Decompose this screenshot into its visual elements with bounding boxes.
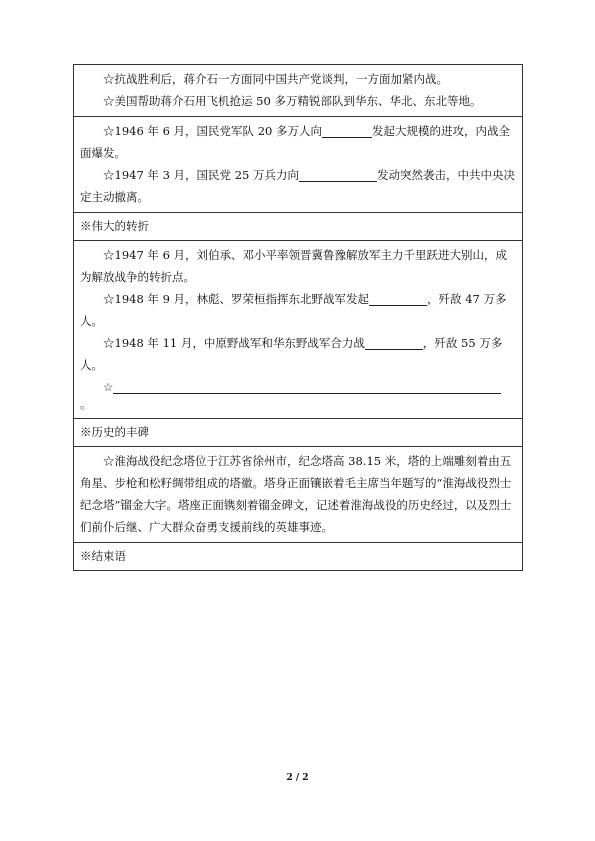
text-1948-sep-b: ，歼敌 47 万多人。: [80, 292, 507, 328]
text-dabie-mountains: ☆1947 年 6 月，刘伯承、邓小平率领晋冀鲁豫解放军主力千里跃进大别山，成为解放战争的转折点。: [80, 248, 508, 284]
section-heading-conclusion: ※结束语: [80, 549, 126, 563]
text-1946-a: ☆1946 年 6 月，国民党军队 20 多万人向: [103, 124, 322, 138]
text-us-airlift: ☆美国帮助蒋介石用飞机抢运 50 多万精锐部队到华东、华北、东北等地。: [103, 94, 482, 108]
row-postwar: [74, 65, 522, 116]
row-monument: [74, 446, 522, 542]
text-1948-nov-a: ☆1948 年 11 月，中原野战军和华东野战军合力战: [103, 336, 365, 350]
text-1947-a: ☆1947 年 3 月，国民党 25 万兵力向: [103, 168, 299, 182]
text-period: 。: [80, 397, 92, 411]
page-number: 2 / 2: [286, 773, 309, 783]
section-heading-monument: ※历史的丰碑: [80, 425, 149, 439]
text-1947-b: 发动突然袭击，中共中央决定主动撤离。: [80, 168, 515, 204]
text-1946-b: 发起大规模的进攻，内战全面爆发。: [80, 124, 510, 160]
row-campaigns: [74, 240, 522, 418]
text-open-blank: [80, 376, 516, 398]
fill-blank-long[interactable]: [113, 379, 501, 394]
text-1948-sep: [80, 288, 516, 332]
text-star: ☆: [103, 380, 114, 394]
text-1946-offensive: [80, 120, 516, 164]
fill-blank-1946[interactable]: [322, 123, 372, 138]
row-heading-monument: [74, 418, 522, 446]
fill-blank-1947[interactable]: [299, 167, 377, 182]
worksheet-table: [73, 64, 523, 571]
text-1948-nov-b: ，歼敌 55 万多人。: [80, 336, 503, 372]
text-postwar-negotiation: ☆抗战胜利后，蒋介石一方面同中国共产党谈判，一方面加紧内战。: [103, 72, 448, 86]
text-1948-nov: [80, 332, 516, 376]
row-heading-conclusion: [74, 542, 522, 570]
fill-blank-1948-sep[interactable]: [369, 291, 427, 306]
text-huaihai-monument: ☆淮海战役纪念塔位于江苏省徐州市，纪念塔高 38.15 米，塔的上端雕刻着由五角星、步枪和松籽绸带组成的塔徽。塔身正面镶嵌着毛主席当年题写的“淮海战役烈士纪念塔”镏金大字。塔座正面镌刻着镏金碑文，记述着淮海战役的历史经过，以及烈士们前仆后继、广大群众奋勇支援前线的英雄事迹。: [80, 454, 512, 534]
section-heading-turning-point: ※伟大的转折: [80, 219, 149, 233]
text-1947-attack: [80, 164, 516, 208]
fill-blank-1948-nov[interactable]: [365, 335, 423, 350]
text-1948-sep-a: ☆1948 年 9 月，林彪、罗荣桓指挥东北野战军发起: [103, 292, 370, 306]
row-civil-war-outbreak: [74, 116, 522, 212]
row-heading-turning-point: [74, 212, 522, 240]
